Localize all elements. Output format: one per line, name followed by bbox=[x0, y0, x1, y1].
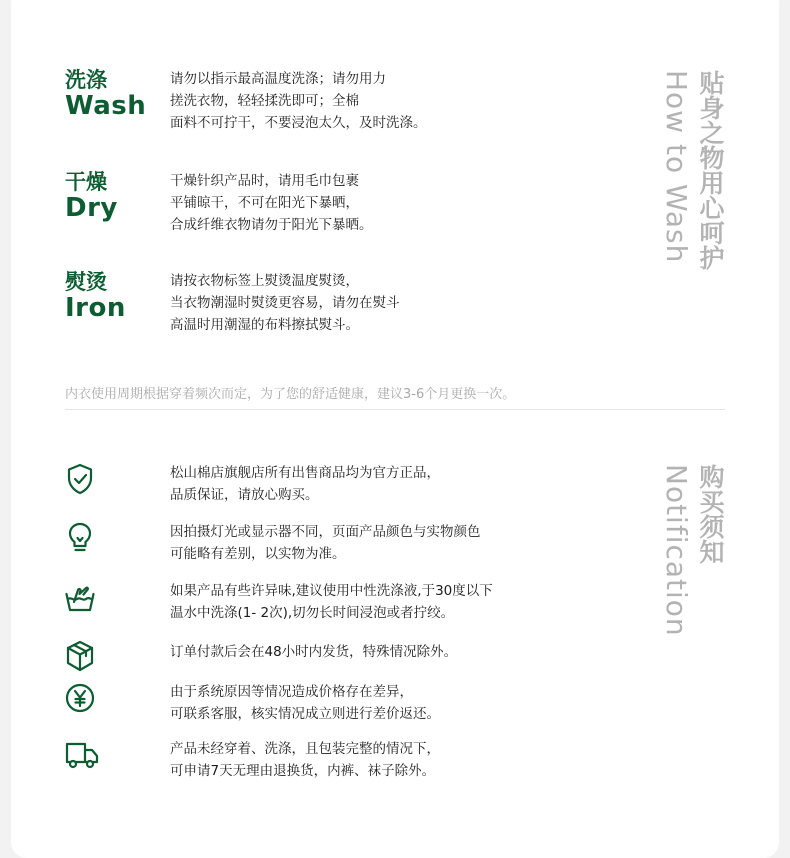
care-line: 当衣物潮湿时熨烫更容易，请勿在熨斗 bbox=[170, 295, 400, 311]
care-side-title-en: How to Wash bbox=[660, 70, 693, 264]
notice-line: 产品未经穿着、洗涤，且包装完整的情况下， bbox=[170, 741, 440, 757]
notice-line: 温水中洗涤(1- 2次),切勿长时间浸泡或者拧绞。 bbox=[170, 605, 455, 621]
care-line: 平铺晾干，不可在阳光下暴晒， bbox=[170, 195, 359, 211]
notice-side-title-zh: 购买须知 bbox=[696, 464, 725, 564]
care-item-text bbox=[170, 68, 630, 134]
notice-line: 可能略有差别，以实物为准。 bbox=[170, 546, 346, 562]
notice-item-text bbox=[170, 580, 630, 624]
notice-line: 品质保证，请放心购买。 bbox=[170, 487, 319, 503]
notice-line: 如果产品有些许异味,建议使用中性洗涤液,于30度以下 bbox=[170, 583, 493, 599]
care-line: 搓洗衣物，轻轻揉洗即可；全棉 bbox=[170, 93, 359, 109]
care-item-text bbox=[170, 270, 630, 336]
usage-cycle-note: 内衣使用周期根据穿着频次而定，为了您的舒适健康，建议3-6个月更换一次。 bbox=[65, 387, 516, 402]
notice-line: 订单付款后会在48小时内发货，特殊情况除外。 bbox=[170, 644, 458, 660]
notice-line: 由于系统原因等情况造成价格存在差异， bbox=[170, 684, 413, 700]
care-title-zh: 干燥 bbox=[65, 170, 107, 194]
notice-item-text bbox=[170, 681, 630, 725]
notice-line: 因拍摄灯光或显示器不同，页面产品颜色与实物颜色 bbox=[170, 524, 481, 540]
lightbulb-icon bbox=[65, 521, 95, 555]
care-item-title bbox=[65, 170, 118, 221]
yen-circle-icon bbox=[65, 681, 95, 715]
notice-item-text bbox=[170, 641, 630, 663]
care-title-zh: 熨烫 bbox=[65, 270, 107, 294]
notice-line: 可联系客服，核实情况成立则进行差价返还。 bbox=[170, 706, 440, 722]
care-line: 请勿以指示最高温度洗涤；请勿用力 bbox=[170, 71, 386, 87]
care-title-en: Dry bbox=[65, 193, 118, 223]
shield-check-icon bbox=[65, 462, 95, 496]
care-item-text bbox=[170, 170, 630, 236]
delivery-truck-icon bbox=[65, 738, 99, 772]
care-line: 合成纤维衣物请勿于阳光下暴晒。 bbox=[170, 217, 373, 233]
package-icon bbox=[65, 639, 95, 673]
notice-line: 可申请7天无理由退换货，内裤、袜子除外。 bbox=[170, 763, 436, 779]
care-item-title bbox=[65, 270, 126, 321]
care-line: 请按衣物标签上熨烫温度熨烫， bbox=[170, 273, 359, 289]
hand-wash-icon bbox=[65, 580, 95, 614]
notice-item-text bbox=[170, 738, 630, 782]
notice-item-text bbox=[170, 462, 630, 506]
care-line: 面料不可拧干，不要浸泡太久，及时洗涤。 bbox=[170, 115, 427, 131]
care-side-title-zh: 贴身之物用心呵护 bbox=[696, 70, 725, 270]
care-line: 高温时用潮湿的布料擦拭熨斗。 bbox=[170, 317, 359, 333]
section-divider bbox=[65, 409, 725, 410]
notice-line: 松山棉店旗舰店所有出售商品均为官方正品， bbox=[170, 465, 440, 481]
care-title-zh: 洗涤 bbox=[65, 68, 107, 92]
care-title-en: Iron bbox=[65, 293, 126, 323]
care-line: 干燥针织产品时，请用毛巾包裹 bbox=[170, 173, 359, 189]
care-title-en: Wash bbox=[65, 91, 147, 121]
notice-item-text bbox=[170, 521, 630, 565]
care-item-title bbox=[65, 68, 146, 119]
notice-side-title-en: Notification bbox=[660, 464, 693, 637]
